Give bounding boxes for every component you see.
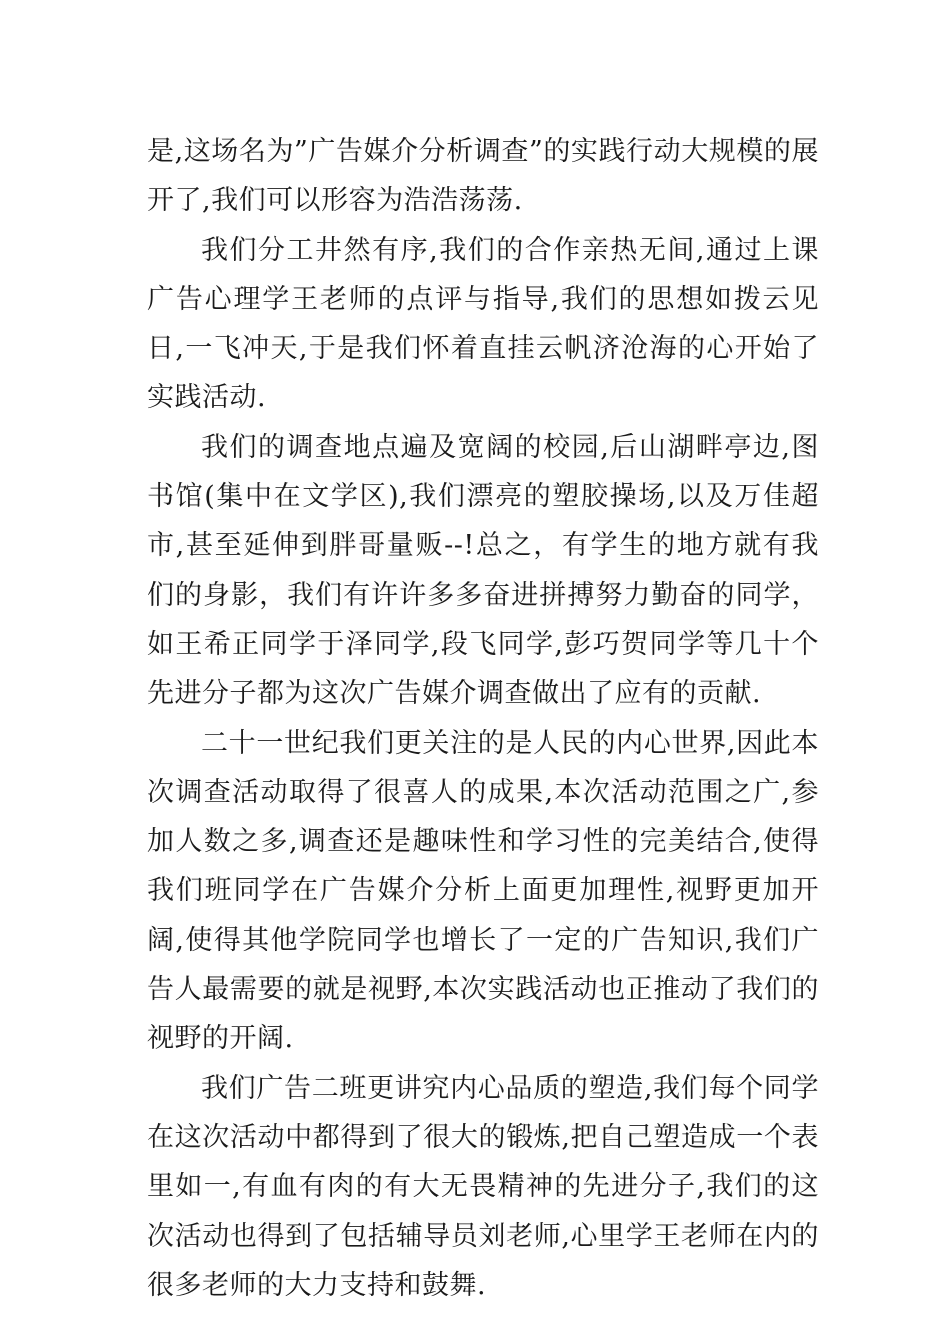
paragraph-2: 我们分工井然有序,我们的合作亲热无间,通过上课广告心理学王老师的点评与指导,我们的思想如拨云见日,一飞冲天,于是我们怀着直挂云帆济沧海的心开始了实践活动. <box>147 234 819 414</box>
paragraph-1: 是,这场名为”广告媒介分析调查”的实践行动大规模的展开了,我们可以形容为浩浩荡荡. <box>147 136 819 217</box>
body-text <box>147 127 819 1310</box>
paragraph-4: 二十一世纪我们更关注的是人民的内心世界,因此本次调查活动取得了很喜人的成果,本次活动范围之广,参加人数之多,调查还是趣味性和学习性的完美结合,使得我们班同学在广告媒介分析上面更加理性,视野更加开阔,使得其他学院同学也增长了一定的广告知识,我们广告人最需要的就是视野,本次实践活动也正推动了我们的视野的开阔. <box>147 727 819 1055</box>
paragraph-5: 我们广告二班更讲究内心品质的塑造,我们每个同学在这次活动中都得到了很大的锻炼,把自己塑造成一个表里如一,有血有肉的有大无畏精神的先进分子,我们的这次活动也得到了包括辅导员刘老师,心里学王老师在内的很多老师的大力支持和鼓舞. <box>147 1072 819 1301</box>
paragraph-3: 我们的调查地点遍及宽阔的校园,后山湖畔亭边,图书馆(集中在文学区),我们漂亮的塑胶操场,以及万佳超市,甚至延伸到胖哥量贩--!总之，有学生的地方就有我们的身影，我们有许许多多奋进拼搏努力勤奋的同学，如王希正同学于泽同学,段飞同学,彭巧贺同学等几十个先进分子都为这次广告媒介调查做出了应有的贡献. <box>147 431 819 710</box>
